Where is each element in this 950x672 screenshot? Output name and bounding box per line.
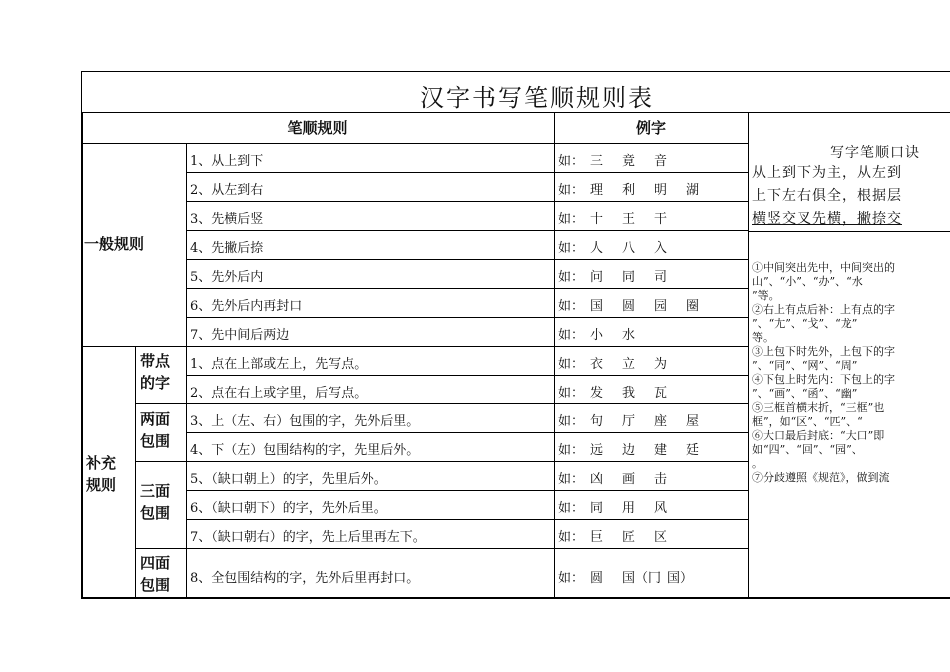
rule-text: 1、从上到下 [190, 154, 264, 169]
example-chars: 如： 国 圆 园 圈 [558, 299, 700, 314]
header-rules: 笔顺规则 [287, 119, 348, 137]
mnemonic-line: 从上到下为主，从左到 [752, 165, 902, 181]
note-line: 框”，如“区”、“匹”、“ [752, 415, 863, 428]
rule-text: 7、先中间后两边 [190, 328, 290, 343]
example-chars: 如： 句 厅 座 屋 [558, 414, 700, 429]
example-chars: 如： 圆 国（冂 国） [558, 571, 694, 586]
rule-text: 5、（缺口朝上）的字，先里后外。 [190, 472, 387, 487]
note-line: ①中间突出先中，中间突出的 [752, 261, 895, 274]
general-rules-label: 一般规则 [84, 235, 145, 253]
header-examples: 例字 [635, 119, 666, 137]
group-label-three-side: 三面 包围 [140, 482, 171, 522]
example-chars: 如： 三 竟 音 [558, 154, 668, 169]
note-line: ③上包下时先外，上包下的字 [752, 345, 895, 358]
supplement-label: 补充 规则 [86, 454, 117, 494]
example-chars: 如： 问 同 司 [558, 270, 668, 285]
page-title: 汉字书写笔顺规则表 [420, 84, 654, 112]
example-chars: 如： 理 利 明 湖 [558, 183, 700, 198]
example-chars: 如： 十 王 干 [558, 212, 668, 227]
mnemonic-title: 写字笔顺口诀 [830, 145, 920, 161]
note-line: ②右上有点后补：上有点的字 [752, 303, 895, 316]
group-label-two-side: 两面 包围 [140, 410, 171, 450]
note-line: 山”、“小”、“办”、“水 [752, 275, 863, 288]
example-chars: 如： 衣 立 为 [558, 357, 668, 372]
example-chars: 如： 人 八 入 [558, 241, 668, 256]
note-line: ”、“画”、“函”、“幽” [752, 387, 858, 400]
note-line: ⑤三框首横末折，“三框”也 [752, 401, 885, 414]
rule-text: 3、先横后竖 [190, 212, 264, 227]
rule-text: 1、点在上部或左上，先写点。 [190, 357, 368, 372]
rule-text: 7、（缺口朝右）的字，先上后里再左下。 [190, 530, 426, 545]
example-chars: 如： 巨 匠 区 [558, 530, 668, 545]
mnemonic-line: 上下左右俱全，根据层 [752, 188, 902, 204]
note-line: ”、“尢”、“戈”、“龙” [752, 317, 858, 330]
note-line: 如“四”、“回”、“园”、 [752, 443, 863, 456]
group-label-dot: 带点 的字 [140, 352, 171, 392]
note-line: ”、“同”、“网”、“周” [752, 359, 858, 372]
rule-text: 3、上（左、右）包围的字，先外后里。 [190, 414, 420, 429]
example-chars: 如： 凶 画 击 [558, 472, 668, 487]
rule-text: 6、先外后内再封口 [190, 299, 303, 314]
rule-text: 5、先外后内 [190, 270, 264, 285]
mnemonic-line: 横竖交叉先横，撇捺交 [752, 211, 902, 227]
example-chars: 如： 发 我 瓦 [558, 386, 668, 401]
rule-text: 2、从左到右 [190, 183, 264, 198]
note-line: 等。 [752, 331, 774, 344]
rule-text: 6、（缺口朝下）的字，先外后里。 [190, 501, 387, 516]
note-line: ⑦分歧遵照《规范》，做到流 [752, 471, 890, 484]
rule-text: 2、点在右上或字里，后写点。 [190, 386, 368, 401]
group-label-four-side: 四面 包围 [140, 554, 171, 594]
example-chars: 如： 远 边 建 廷 [558, 443, 700, 458]
rule-text: 8、全包围结构的字，先外后里再封口。 [190, 571, 420, 586]
note-line: 。 [752, 457, 763, 470]
note-line: ④下包上时先内：下包上的字 [752, 373, 895, 386]
example-chars: 如： 小 水 [558, 328, 636, 343]
note-line: ”等。 [752, 289, 780, 302]
example-chars: 如： 同 用 风 [558, 501, 668, 516]
rule-text: 4、先撇后捺 [190, 241, 264, 256]
rule-text: 4、下（左）包围结构的字，先里后外。 [190, 443, 420, 458]
note-line: ⑥大口最后封底：“大口”即 [752, 429, 885, 442]
